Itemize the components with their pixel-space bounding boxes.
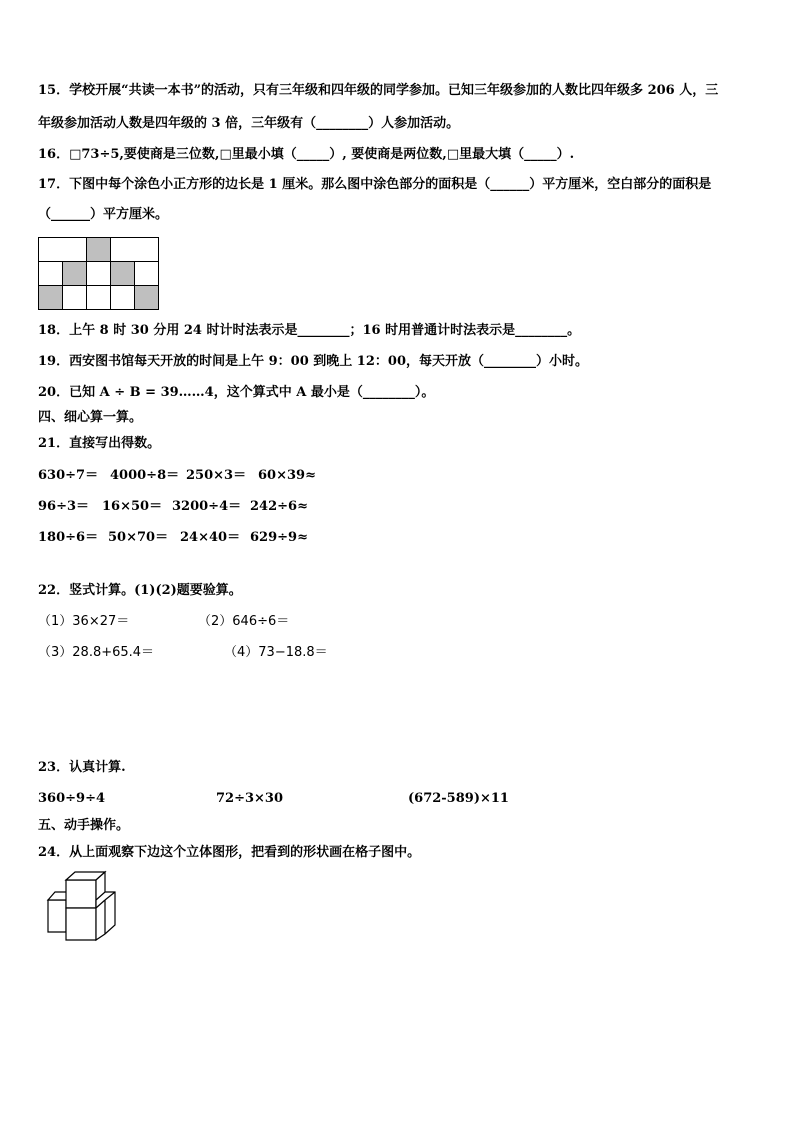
q17-line2: （______）平方厘米。 xyxy=(38,207,169,222)
q20-text: 20．已知 A ÷ B = 39……4，这个算式中 A 最小是（________）。 xyxy=(38,385,435,400)
q21-cell: 629÷9≈ xyxy=(250,530,308,545)
q21-cell: 630÷7＝ xyxy=(38,468,99,483)
q21-row-1 xyxy=(38,468,738,484)
q21-row-2 xyxy=(38,499,738,515)
q21-cell: 4000÷8＝ xyxy=(110,468,180,483)
q21-cell: 16×50＝ xyxy=(102,499,163,514)
q21-cell: 242÷6≈ xyxy=(250,499,308,514)
q19-text: 19．西安图书馆每天开放的时间是上午 9：00 到晚上 12：00，每天开放（________）小时。 xyxy=(38,354,588,369)
q21-cell: 96÷3＝ xyxy=(38,499,90,514)
q21-cell: 3200÷4＝ xyxy=(172,499,242,514)
shaded-square-mid-right xyxy=(111,262,135,286)
q17-line1: 17．下图中每个涂色小正方形的边长是 1 厘米。那么图中涂色部分的面积是（______）平方厘米，空白部分的面积是 xyxy=(38,177,712,192)
section5-title: 五、动手操作。 xyxy=(38,818,130,833)
q17-grid-figure xyxy=(38,237,160,311)
q18-text: 18．上午 8 时 30 分用 24 时计时法表示是________；16 时用普通计时法表示是________。 xyxy=(38,323,581,338)
q22-row-2 xyxy=(38,645,738,661)
q21-title: 21．直接写出得数。 xyxy=(38,436,161,451)
q22-title: 22．竖式计算。(1)(2)题要验算。 xyxy=(38,583,242,598)
q21-cell: 50×70＝ xyxy=(108,530,169,545)
q22-item: （1）36×27＝ xyxy=(38,614,130,629)
q23-item: (672-589)×11 xyxy=(408,791,509,806)
q22-item: （4）73−18.8＝ xyxy=(224,645,328,660)
q24-cube-figure xyxy=(45,870,120,946)
shaded-square-mid-left xyxy=(63,262,87,286)
section4-title: 四、细心算一算。 xyxy=(38,410,143,425)
q21-cell: 60×39≈ xyxy=(258,468,316,483)
shaded-square-top xyxy=(87,238,111,262)
q23-item: 360÷9÷4 xyxy=(38,791,106,806)
shaded-square-bottom-right xyxy=(135,286,159,310)
q21-cell: 24×40＝ xyxy=(180,530,241,545)
q23-title: 23．认真计算. xyxy=(38,760,126,775)
q22-row-1 xyxy=(38,614,738,630)
q21-cell: 180÷6＝ xyxy=(38,530,99,545)
q21-cell: 250×3＝ xyxy=(186,468,247,483)
q23-row xyxy=(38,791,738,807)
q24-text: 24．从上面观察下边这个立体图形，把看到的形状画在格子图中。 xyxy=(38,845,421,860)
shaded-square-bottom-left xyxy=(39,286,63,310)
q23-item: 72÷3×30 xyxy=(216,791,284,806)
q15-line1: 15．学校开展“共读一本书”的活动，只有三年级和四年级的同学参加。已知三年级参加的人数比四年级多 206 人，三 xyxy=(38,83,719,98)
q21-row-3 xyxy=(38,530,738,546)
q22-item: （3）28.8+65.4＝ xyxy=(38,645,155,660)
q15-line2: 年级参加活动人数是四年级的 3 倍，三年级有（________）人参加活动。 xyxy=(38,116,460,131)
q16-text: 16．□73÷5,要使商是三位数,□里最小填（_____）, 要使商是两位数,□里最大填（_____）. xyxy=(38,147,575,162)
q22-item: （2）646÷6＝ xyxy=(198,614,290,629)
